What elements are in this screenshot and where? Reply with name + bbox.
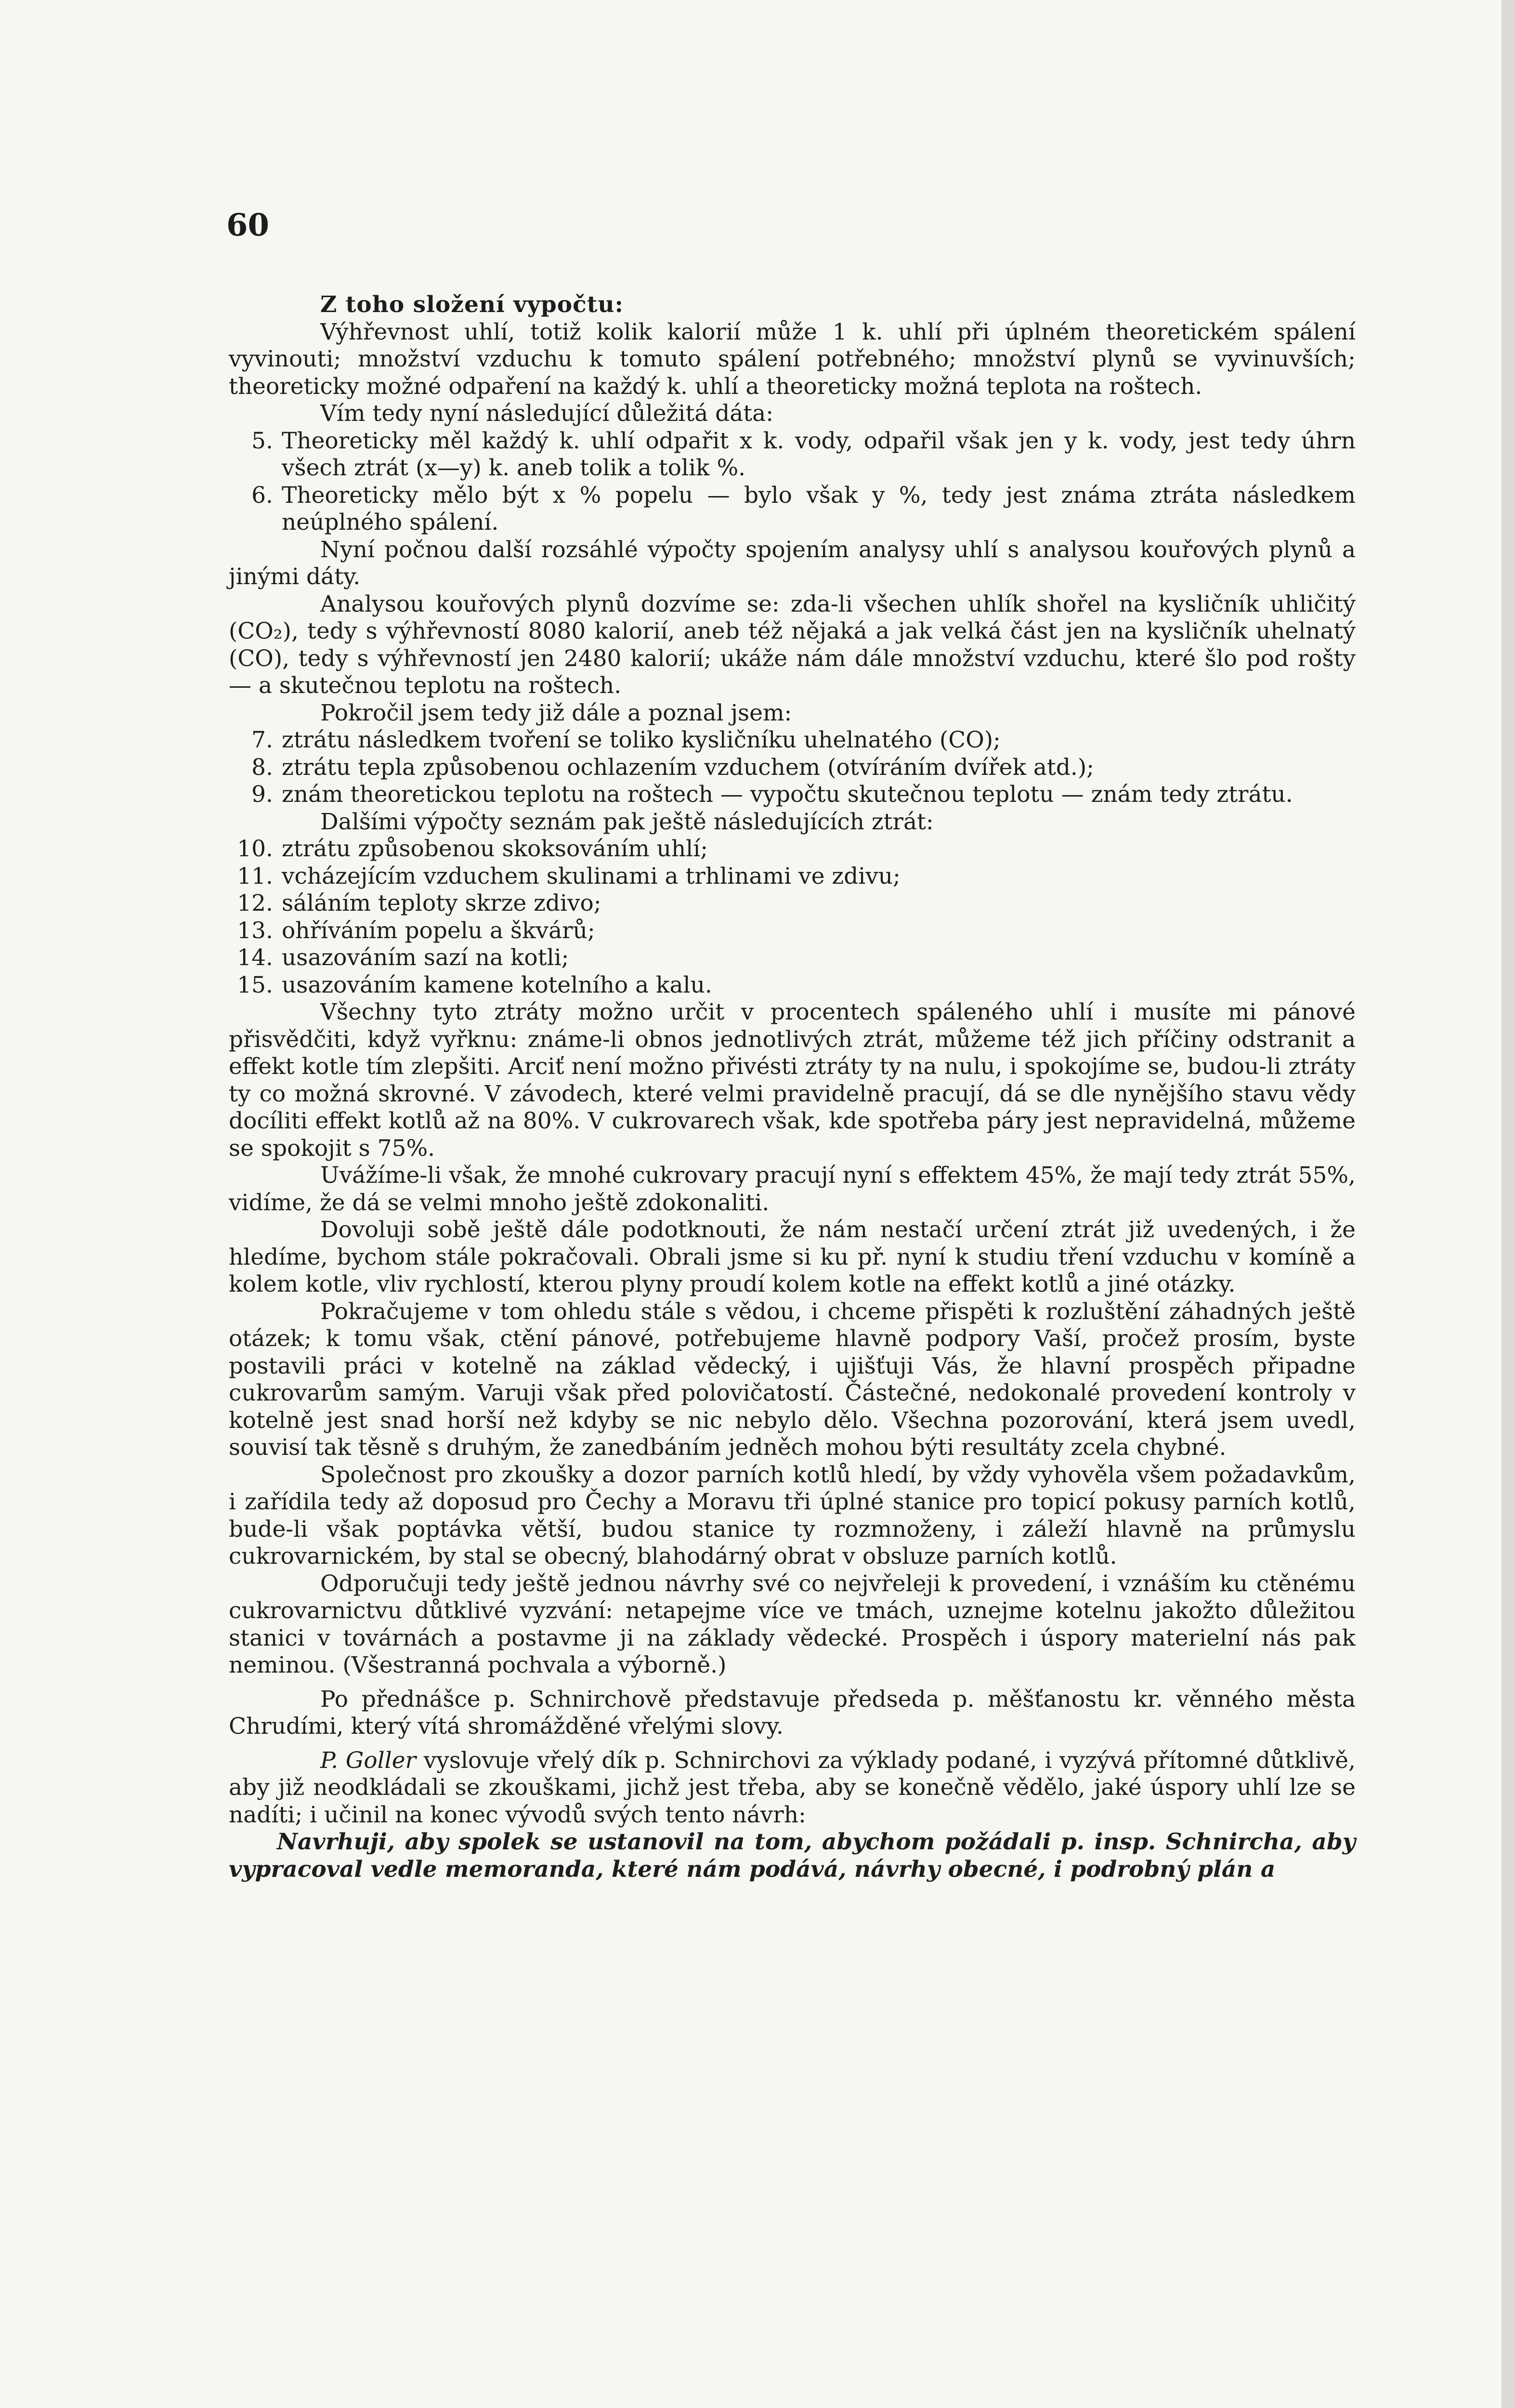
list-item-number: 14. xyxy=(237,944,273,971)
scan-edge xyxy=(1502,0,1515,2408)
list-item xyxy=(229,754,1356,782)
list-item-text: sáláním teploty skrze zdivo; xyxy=(282,890,601,916)
speaker-name: P. Goller xyxy=(320,1747,416,1774)
list-item-number: 7. xyxy=(251,727,273,753)
list-item-text: ztrátu způsobenou skoksováním uhlí; xyxy=(282,836,708,862)
paragraph: Po přednášce p. Schnirchově představuje předseda p. měšťanostu kr. věnného města Chrudími, který vítá shromážděné vřelými slovy. xyxy=(229,1686,1356,1740)
list-item-number: 11. xyxy=(237,863,273,890)
list-item-text: Theoreticky měl každý k. uhlí odpařit x k. vody, odpařil však jen y k. vody, jest tedy úhrn všech ztrát (x—y) k. aneb tolik a tolik %. xyxy=(282,427,1356,481)
paragraph: Nyní počnou další rozsáhlé výpočty spojením analysy uhlí s analysou kouřových plynů a jinými dáty. xyxy=(229,536,1356,590)
list-item-number: 13. xyxy=(237,917,273,944)
paragraph: Společnost pro zkoušky a dozor parních kotlů hledí, by vždy vyhověla všem požadavkům, i zařídila tedy až doposud pro Čechy a Moravu tři úplné stanice pro topicí pokusy parních kotlů, bude-li však poptávka větší, budou stanice ty rozmnoženy, i záleží hlavně na průmyslu cukrovarnickém, by stal se obecný, blahodárný obrat v obsluze parních kotlů. xyxy=(229,1461,1356,1570)
page-body xyxy=(229,291,1356,1883)
paragraph: Všechny tyto ztráty možno určit v procentech spáleného uhlí i musíte mi pánové přisvědčiti, když vyřknu: známe-li obnos jednotlivých ztrát, můžeme též jich příčiny odstranit a effekt kotle tím zlepšiti. Arciť není možno přivésti ztráty ty na nulu, i spokojíme se, budou-li ztráty ty co možná skrovné. V závodech, které velmi pravidelně pracují, dá se dle nynějšího stavu vědy docíliti effekt kotlů až na 80%. V cukrovarech však, kde spotřeba páry jest nepravidelná, můžeme se spokojit s 75%. xyxy=(229,999,1356,1162)
list-item xyxy=(229,781,1356,809)
page-number: 60 xyxy=(226,207,270,243)
list-item-number: 6. xyxy=(251,482,273,509)
list-item-number: 15. xyxy=(237,971,273,998)
paragraph xyxy=(229,1747,1356,1829)
list-item-number: 5. xyxy=(251,427,273,454)
list-item xyxy=(229,863,1356,890)
list-item-text: Theoreticky mělo být x % popelu — bylo však y %, tedy jest známa ztráta následkem neúplného spálení. xyxy=(282,482,1356,536)
paragraph: Uvážíme-li však, že mnohé cukrovary pracují nyní s effektem 45%, že mají tedy ztrát 55%, vidíme, že dá se velmi mnoho ještě zdokonaliti. xyxy=(229,1162,1356,1216)
paragraph: Dovoluji sobě ještě dále podotknouti, že nám nestačí určení ztrát již uvedených, i že hledíme, bychom stále pokračovali. Obrali jsme si ku př. nyní k studiu tření vzduchu v komíně a kolem kotle, vliv rychlostí, kterou plyny proudí kolem kotle na effekt kotlů a jiné otázky. xyxy=(229,1217,1356,1297)
list-item-number: 10. xyxy=(237,836,273,862)
motion-text: Navrhuji, aby spolek se ustanovil na tom, abychom požádali p. insp. Schnircha, aby vypracoval vedle memoranda, které nám podává, návrhy obecné, i podrobný plán a xyxy=(229,1829,1356,1883)
paragraph: Dalšími výpočty seznám pak ještě následujících ztrát: xyxy=(320,808,934,835)
list-item-text: ohříváním popelu a škvárů; xyxy=(282,917,595,944)
list-item-text: ztrátu následkem tvoření se toliko kysličníku uhelnatého (CO); xyxy=(282,727,1001,753)
list-item-number: 8. xyxy=(251,754,273,781)
list-item-text: usazováním sazí na kotli; xyxy=(282,944,569,971)
list-item xyxy=(229,917,1356,945)
list-item xyxy=(229,972,1356,999)
list-item-text: usazováním kamene kotelního a kalu. xyxy=(282,971,712,998)
list-item-text: ztrátu tepla způsobenou ochlazením vzduchem (otvíráním dvířek atd.); xyxy=(282,754,1095,781)
paragraph-text: vyslovuje vřelý dík p. Schnirchovi za výklady podané, i vyzývá přítomné důtklivě, aby již neodkládali se zkouškami, jichž jest třeba, aby se konečně vědělo, jaké úspory uhlí lze se nadíti; i učinil na konec vývodů svých tento návrh: xyxy=(229,1747,1356,1828)
list-item xyxy=(229,836,1356,863)
paragraph: Analysou kouřových plynů dozvíme se: zda-li všechen uhlík shořel na kysličník uhličitý (CO₂), tedy s výhřevností 8080 kalorií, aneb též nějaká a jak velká část jen na kysličník uhelnatý (CO), tedy s výhřevností jen 2480 kalorií; ukáže nám dále množství vzduchu, které šlo pod rošty — a skutečnou teplotu na roštech. xyxy=(229,590,1356,699)
paragraph: Výhřevnost uhlí, totiž kolik kalorií může 1 k. uhlí při úplném theoretickém spálení vyvinouti; množství vzduchu k tomuto spálení potřebného; množství plynů se vyvinuvších; theoreticky možné odpaření na každý k. uhlí a theoreticky možná teplota na roštech. xyxy=(229,318,1356,400)
list-item-number: 9. xyxy=(251,781,273,808)
list-item xyxy=(229,727,1356,754)
list-item xyxy=(229,428,1356,482)
paragraph: Odporučuji tedy ještě jednou návrhy své co nejvřeleji k provedení, i vznáším ku ctěnému cukrovarnictvu důtklivé vyzvání: netapejme více ve tmách, uznejme kotelnu jakožto důležitou stanici v továrnách a postavme ji na základy vědecké. Prospěch i úspory materielní nás pak neminou. (Všestranná pochvala a výborně.) xyxy=(229,1570,1356,1678)
paragraph: Vím tedy nyní následující důležitá dáta: xyxy=(320,400,774,427)
list-item xyxy=(229,890,1356,917)
paragraph: Pokročil jsem tedy již dále a poznal jsem: xyxy=(320,699,792,726)
list-item-number: 12. xyxy=(237,890,273,916)
section-heading: Z toho složení vypočtu: xyxy=(320,291,624,318)
list-item-text: znám theoretickou teplotu na roštech — vypočtu skutečnou teplotu — znám tedy ztrátu. xyxy=(282,781,1293,808)
list-item xyxy=(229,482,1356,537)
list-item-text: vcházejícím vzduchem skulinami a trhlinami ve zdivu; xyxy=(282,863,901,890)
paragraph: Pokračujeme v tom ohledu stále s vědou, i chceme přispěti k rozluštění záhadných ještě otázek; k tomu však, ctění pánové, potřebujeme hlavně podpory Vaší, pročež prosím, byste postavili práci v kotelně na základ vědecký, i ujišťuji Vás, že hlavní prospěch připadne cukrovarům samým. Varuji však před polovičatostí. Částečné, nedokonalé provedení kontroly v kotelně jest snad horší než kdyby se nic nebylo dělo. Všechna pozorování, která jsem uvedl, souvisí tak těsně s druhým, že zanedbáním jedněch mohou býti resultáty zcela chybné. xyxy=(229,1298,1356,1461)
list-item xyxy=(229,944,1356,972)
